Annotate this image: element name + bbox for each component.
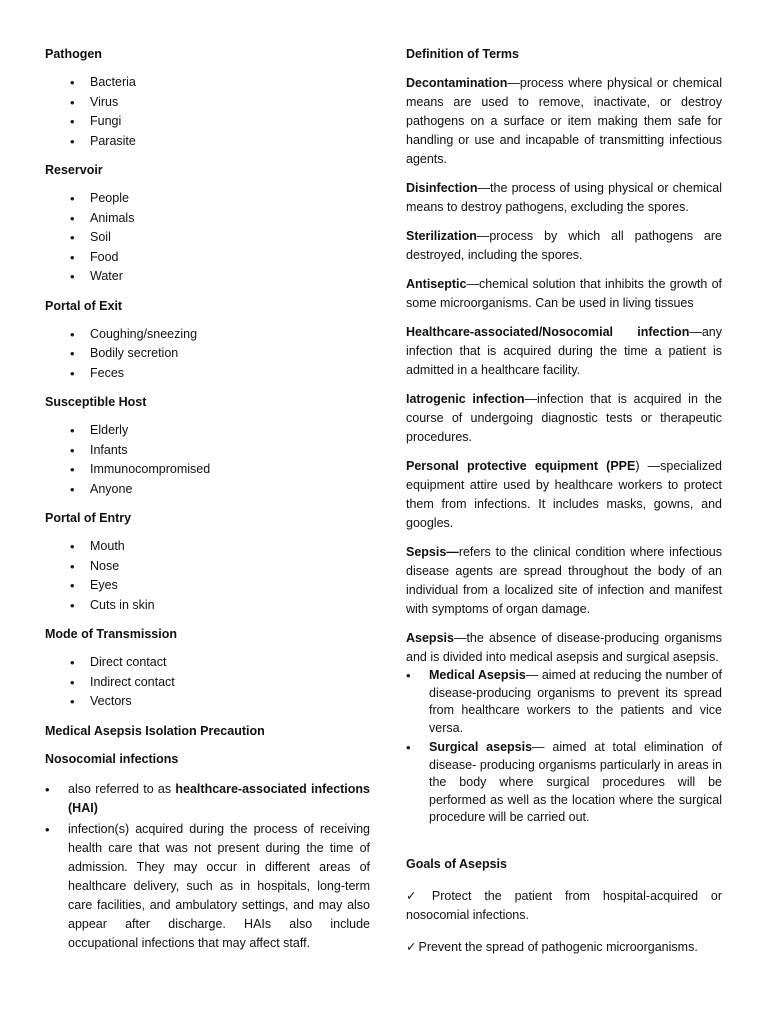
term-definition: —process by which all pathogens are destroyed, including the spores. (406, 229, 722, 262)
term-label: Disinfection (406, 181, 478, 195)
list-item: • Feces (90, 364, 370, 384)
checkmark-icon: ✓ (406, 887, 426, 903)
section-portal-of-entry (45, 509, 370, 615)
section-heading: Susceptible Host (45, 395, 147, 409)
left-column (45, 45, 370, 955)
list-item: • Mouth (90, 537, 370, 557)
nosocomial-heading: Nosocomial infections (45, 751, 179, 766)
section-susceptible-host (45, 393, 370, 499)
list-item: • Anyone (90, 480, 370, 500)
section-mode-of-transmission (45, 625, 370, 712)
bullet-list (45, 73, 370, 151)
list-item: • Vectors (90, 692, 370, 712)
bullet-list (45, 189, 370, 287)
list-item: • Elderly (90, 421, 370, 441)
term-sterilization (406, 227, 722, 265)
section-reservoir (45, 161, 370, 287)
term-label: Healthcare-associated/Nosocomial infection (406, 325, 690, 339)
item-bold-text: healthcare-associated infections (HAI) (68, 781, 370, 815)
bullet-list (45, 421, 370, 499)
term-definition: —infection that is acquired in the course of undergoing diagnostic tests or therapeutic procedures. (406, 392, 722, 444)
list-item: • Virus (90, 93, 370, 113)
term-label: Decontamination (406, 76, 508, 90)
list-item (429, 667, 722, 737)
definitions-heading: Definition of Terms (406, 47, 519, 61)
term-definition: —any infection that is acquired during the time a patient is admitted in a healthcare facility. (406, 325, 722, 377)
checkmark-icon: ✓ (406, 938, 417, 954)
list-item: • Immunocompromised (90, 460, 370, 480)
item-term: Surgical asepsis (429, 740, 533, 754)
goal-item (406, 886, 722, 925)
goal-item (406, 937, 722, 957)
section-pathogen (45, 45, 370, 151)
term-asepsis (406, 629, 722, 667)
list-item: • Coughing/sneezing (90, 325, 370, 345)
list-item: • Direct contact (90, 653, 370, 673)
term-definition: —the process of using physical or chemical means to destroy pathogens, excluding the spores. (406, 181, 722, 214)
term-label: Personal protective equipment (PPE (406, 459, 636, 473)
section-heading: Reservoir (45, 163, 103, 177)
term-definition: —the absence of disease-producing organisms and is divided into medical asepsis and surgical asepsis. (406, 631, 722, 664)
item-definition: — aimed at total elimination of disease- producing organisms particularly in areas in the body where surgical procedures will be performed as well as the location where the surgical procedure will be carried out. (429, 740, 722, 824)
list-item: • Food (90, 248, 370, 268)
nosocomial-list (45, 780, 370, 953)
list-item: • Bodily secretion (90, 344, 370, 364)
bullet-list (45, 325, 370, 384)
term-definition: ) —specialized equipment attire used by healthcare workers to protect them from infections. It includes masks, gowns, and googles. (406, 459, 722, 530)
list-item (68, 780, 370, 818)
list-item: • Fungi (90, 112, 370, 132)
list-item: • Indirect contact (90, 673, 370, 693)
item-text: also referred to as (68, 781, 176, 796)
section-heading: Mode of Transmission (45, 627, 177, 641)
list-item: • Cuts in skin (90, 596, 370, 616)
goal-text: Prevent the spread of pathogenic microorganisms. (418, 939, 698, 954)
term-nosocomial (406, 323, 722, 380)
item-definition: — aimed at reducing the number of disease-producing organisms to prevent its spread from healthcare workers to the patients and vice versa. (429, 668, 722, 735)
list-item: • Animals (90, 209, 370, 229)
term-label: Asepsis (406, 631, 454, 645)
list-item: • Parasite (90, 132, 370, 152)
term-decontamination (406, 74, 722, 169)
term-definition: refers to the clinical condition where infectious disease agents are spread throughout the body of an individual from a localized site of infection and manifest with symptoms of organ damage. (406, 545, 722, 616)
term-ppe (406, 457, 722, 533)
asepsis-list (406, 667, 722, 827)
term-definition: —process where physical or chemical means are used to remove, inactivate, or destroy pathogens on a surface or item making them safe for handling or use and incapable of transmitting infectious agents. (406, 76, 722, 166)
section-heading: Pathogen (45, 47, 102, 61)
bullet-list (45, 537, 370, 615)
item-text: infection(s) acquired during the process of receiving health care that was not present during the time of admission. They may occur in different areas of healthcare delivery, such as in hospitals, long-term care facilities, and ambulatory settings, and may also appear after discharge. HAIs also include occupational infections that may affect staff. (68, 821, 370, 950)
term-definition: —chemical solution that inhibits the growth of some microorganisms. Can be used in living tissues (406, 277, 722, 310)
right-column (406, 45, 722, 969)
term-label: Sepsis— (406, 545, 459, 559)
list-item (68, 820, 370, 953)
term-disinfection (406, 179, 722, 217)
term-label: Antiseptic (406, 277, 467, 291)
term-antiseptic (406, 275, 722, 313)
goal-text: Protect the patient from hospital-acquired or nosocomial infections. (406, 888, 722, 922)
term-sepsis (406, 543, 722, 619)
list-item: • Nose (90, 557, 370, 577)
list-item: • People (90, 189, 370, 209)
bullet-list (45, 653, 370, 712)
term-label: Iatrogenic infection (406, 392, 525, 406)
section-portal-of-exit (45, 297, 370, 384)
list-item (429, 739, 722, 827)
list-item: • Soil (90, 228, 370, 248)
section-heading: Portal of Entry (45, 511, 132, 525)
term-iatrogenic (406, 390, 722, 447)
list-item: • Bacteria (90, 73, 370, 93)
list-item: • Infants (90, 441, 370, 461)
list-item: • Water (90, 267, 370, 287)
isolation-heading: Medical Asepsis Isolation Precaution (45, 723, 265, 738)
list-item: • Eyes (90, 576, 370, 596)
item-term: Medical Asepsis (429, 668, 526, 682)
term-label: Sterilization (406, 229, 477, 243)
section-heading: Portal of Exit (45, 298, 123, 313)
goals-heading: Goals of Asepsis (406, 856, 507, 871)
